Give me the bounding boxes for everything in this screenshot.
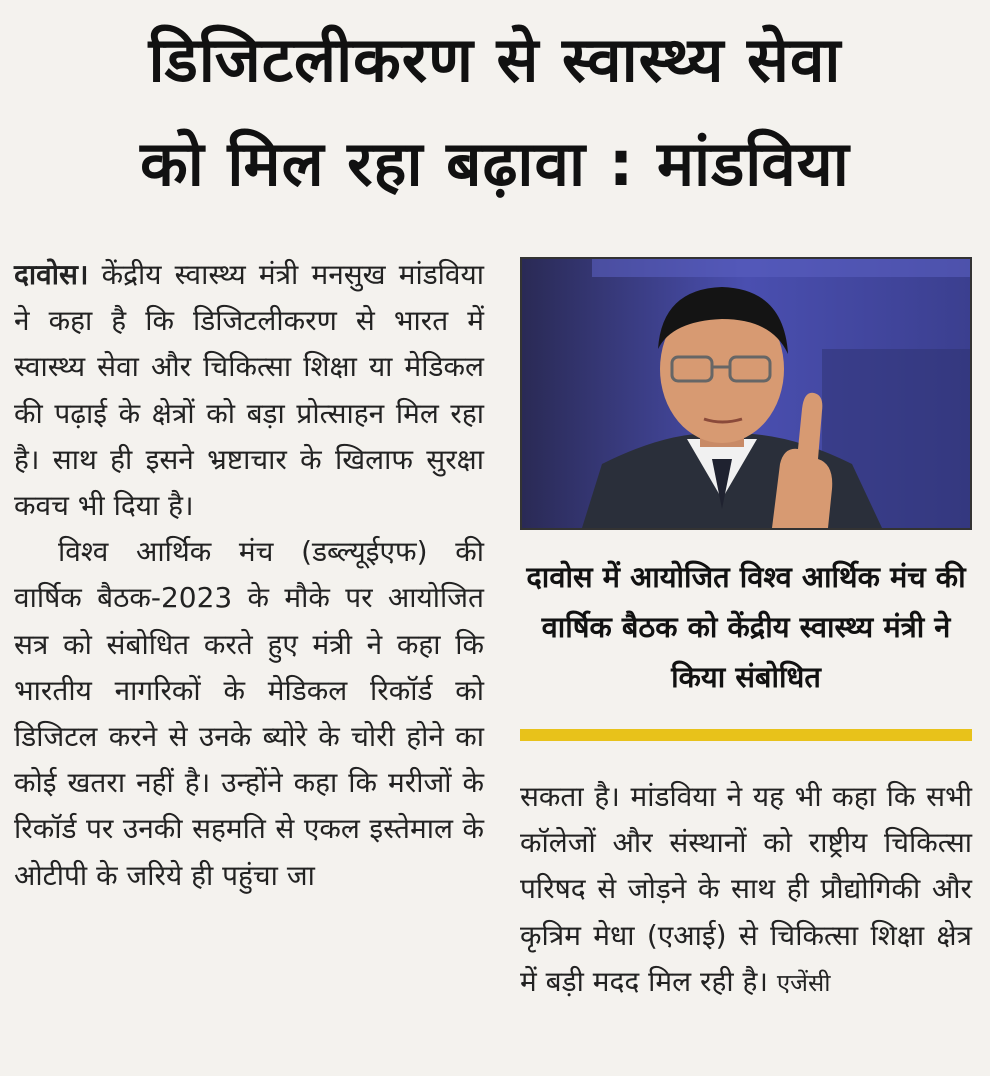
article-paragraph-2: विश्व आर्थिक मंच (डब्ल्यूईएफ) की वार्षिक बैठक-2023 के मौके पर आयोजित सत्र को संबोधित करते हुए मंत्री ने कहा कि भारतीय नागरिकों के मेडिकल रिकॉर्ड को डिजिटल करने से उनके ब्योरे के चोरी होने का कोई खतरा नहीं है। उन्होंने कहा कि मरीजों के रिकॉर्ड पर उनकी सहमति से एकल इस्तेमाल के ओटीपी के जरिये ही पहुंचा जा	[14, 535, 484, 892]
article-paragraph-3-text: सकता है। मांडविया ने यह भी कहा कि सभी कॉलेजों और संस्थानों को राष्ट्रीय चिकित्सा परिषद से जोड़ने के साथ ही प्रौद्योगिकी और कृत्रिम मेधा (एआई) से चिकित्सा शिक्षा क्षेत्र में बड़ी मदद मिल रही है।	[520, 780, 972, 998]
headline	[0, 8, 990, 216]
headline-line-2: को मिल रहा बढ़ावा : मांडविया	[140, 127, 850, 200]
photo-caption: दावोस में आयोजित विश्व आर्थिक मंच की वार्षिक बैठक को केंद्रीय स्वास्थ्य मंत्री ने किया संबोधित	[526, 560, 966, 694]
article-paragraph-1-text: केंद्रीय स्वास्थ्य मंत्री मनसुख मांडविया ने कहा है कि डिजिटलीकरण से भारत में स्वास्थ्य सेवा और चिकित्सा शिक्षा या मेडिकल की पढ़ाई के क्षेत्रों को बड़ा प्रोत्साहन मिल रहा है। साथ ही इसने भ्रष्टाचार के खिलाफ सुरक्षा कवच भी दिया है।	[14, 258, 484, 523]
article-paragraph-1	[14, 252, 484, 529]
minister-photo	[520, 257, 972, 530]
article-paragraph-3	[520, 774, 972, 1006]
agency-credit: एजेंसी	[776, 968, 831, 997]
headline-line-1: डिजिटलीकरण से स्वास्थ्य सेवा	[148, 23, 842, 96]
article-column-right	[520, 774, 972, 1006]
dateline: दावोस।	[14, 258, 89, 291]
article-column-left	[14, 252, 484, 899]
yellow-divider	[520, 729, 972, 741]
photo-illustration	[522, 259, 970, 528]
